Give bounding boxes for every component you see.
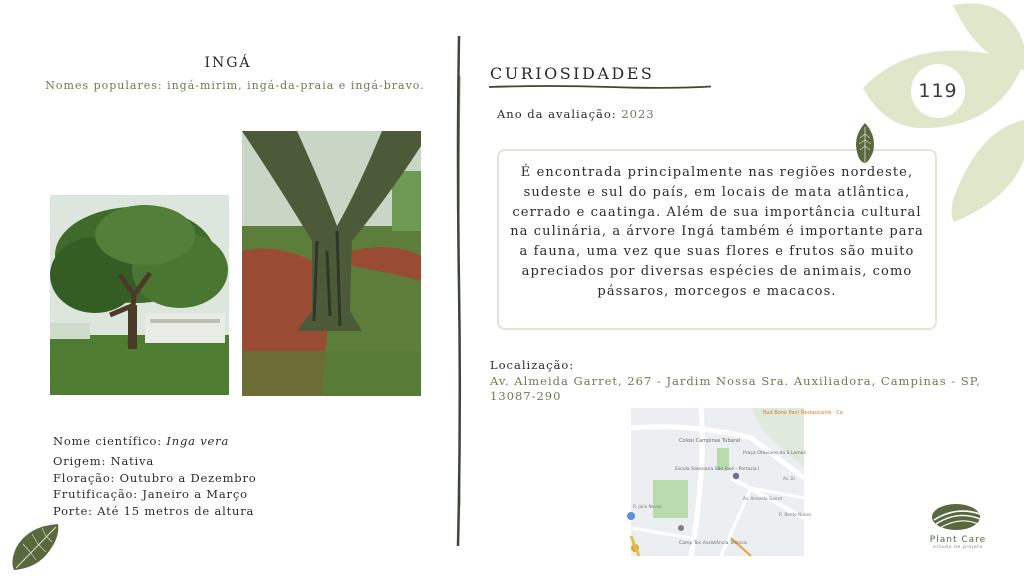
section-title: CURIOSIDADES bbox=[490, 64, 655, 83]
year-label: Ano da avaliação: bbox=[497, 107, 622, 121]
popular-names: Nomes populares: ingá-mirim, ingá-da-praia e ingá-bravo. bbox=[45, 79, 425, 92]
scientific-name-value: Inga vera bbox=[166, 434, 230, 448]
title-underline bbox=[489, 84, 711, 90]
fruiting: Frutificação: Janeiro a Março bbox=[53, 487, 248, 501]
column-divider bbox=[455, 36, 463, 546]
map-label-street-1: Av. Almeida Garret bbox=[743, 496, 783, 501]
scientific-name bbox=[53, 434, 229, 448]
scientific-name-label: Nome científico: bbox=[53, 434, 167, 448]
location-address: Av. Almeida Garret, 267 - Jardim Nossa Sra. Auxiliadora, Campinas - SP, 13087-290 bbox=[490, 374, 981, 403]
year-value: 2023 bbox=[621, 107, 655, 121]
trunk-photo bbox=[242, 131, 421, 396]
map-label-poi-top: Bad Bone Pan/ Restaurante - Ca bbox=[763, 410, 843, 416]
map-label-street-4: Av. Dr bbox=[783, 476, 796, 481]
location-label: Localização: bbox=[490, 358, 575, 372]
map-label-street-2: R. Bento Nunes bbox=[779, 512, 812, 517]
page-number: 119 bbox=[911, 64, 965, 118]
map-label-square: Praça Otaviano da S Lemos bbox=[743, 451, 806, 456]
tree-size: Porte: Até 15 metros de altura bbox=[53, 504, 255, 518]
page-title: INGÁ bbox=[204, 55, 252, 71]
curiosities-text: É encontrada principalmente nas regiões nordeste, sudeste e sul do país, em locais de mata atlântica, cerrado e caatinga. Além de sua importância cultural na culinária, a árvore Ingá também é importante para a fauna, uma vez que suas flores e frutos são muito apreciados por diversas espécies de animais, como pássaros, morcegos e macacos. bbox=[497, 149, 937, 330]
logo-name: Plant Care bbox=[929, 535, 987, 545]
small-leaf-icon bbox=[853, 122, 877, 164]
evaluation-year bbox=[497, 107, 655, 121]
map-label-street-3: R. Júlio Neves bbox=[633, 504, 662, 509]
map-label-camp: Camp Tec Assistência Técnica bbox=[679, 541, 747, 546]
logo-tagline: estudo de projeto bbox=[933, 545, 983, 550]
location-map[interactable] bbox=[631, 408, 843, 556]
map-label-school: Escola Salesiana São José - Portaria I bbox=[675, 467, 760, 472]
map-label-club: Colosi Campinas Tubaral bbox=[679, 438, 741, 444]
bottom-leaf-icon bbox=[8, 522, 60, 572]
origin: Origem: Nativa bbox=[53, 454, 154, 468]
flowering: Floração: Outubro a Dezembro bbox=[53, 471, 257, 485]
tree-photo bbox=[50, 195, 229, 395]
